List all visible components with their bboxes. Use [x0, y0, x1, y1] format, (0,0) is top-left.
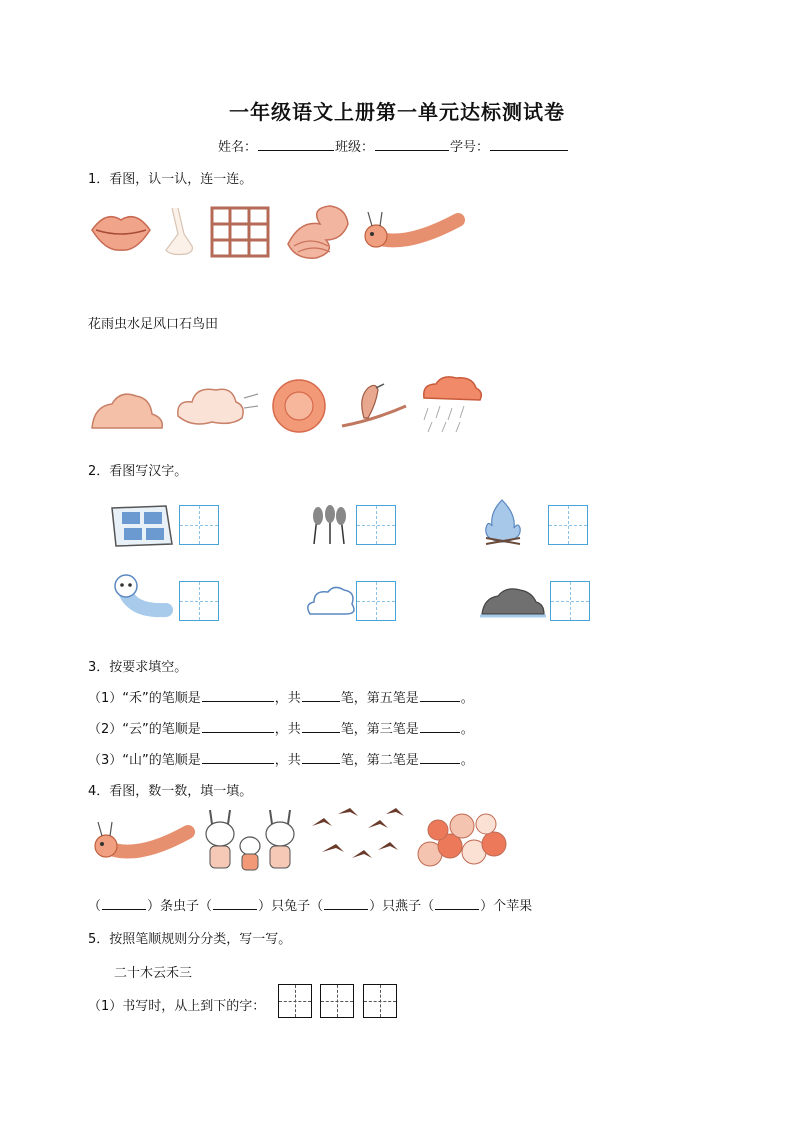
lips-picture [90, 208, 152, 254]
stroke-order-blank[interactable] [202, 719, 274, 733]
question-3-item-3: （3）“山”的笔顺是 ，共 笔，第二笔是 。 [88, 749, 474, 768]
question-4-answer-line: （ ）条虫子（ ）只兔子（ ）只燕子（ ）个苹果 [88, 895, 532, 914]
swallows-picture [308, 808, 406, 874]
count-blank-rabbits[interactable] [213, 896, 257, 910]
stroke-count-blank[interactable] [302, 719, 340, 733]
question-5-characters: 二十木云禾三 [114, 966, 193, 981]
worm-picture [110, 572, 172, 620]
question-5-text: 5．按照笔顺规则分分类，写一写。 [88, 932, 292, 947]
answer-grid-5[interactable] [356, 581, 396, 621]
cloud-picture [304, 584, 356, 620]
stroke-count-blank[interactable] [302, 688, 340, 702]
stroke-nth-blank[interactable] [420, 719, 460, 733]
answer-grid-1[interactable] [179, 505, 219, 545]
answer-grid-top-to-bottom-1[interactable] [278, 984, 312, 1018]
name-blank[interactable] [258, 137, 334, 151]
name-label: 姓名： [218, 140, 258, 155]
id-blank[interactable] [490, 137, 568, 151]
page-title: 一年级语文上册第一单元达标测试卷 [229, 100, 565, 124]
class-blank[interactable] [375, 137, 449, 151]
caterpillar-picture [362, 206, 466, 258]
field-picture [108, 502, 174, 548]
count-blank-worms[interactable] [102, 896, 146, 910]
answer-grid-4[interactable] [179, 581, 219, 621]
student-info-line [218, 136, 569, 155]
question-3-item-2: （2）“云”的笔顺是 ，共 笔，第三笔是 。 [88, 718, 474, 737]
fire-picture [482, 498, 524, 548]
answer-grid-2[interactable] [356, 505, 396, 545]
wind-picture [172, 380, 260, 432]
rice-picture [304, 502, 354, 546]
question-2-text: 2．看图写汉字。 [88, 464, 188, 479]
foot-picture [158, 206, 200, 258]
rabbits-picture [200, 808, 300, 874]
water-picture [280, 200, 354, 262]
class-label: 班级： [335, 140, 375, 155]
caterpillar-count-picture [90, 818, 196, 868]
bird-picture [338, 376, 410, 434]
question-4-text: 4．看图，数一数，填一填。 [88, 784, 253, 799]
stone-picture [88, 384, 166, 432]
question-1-text: 1．看图，认一认，连一连。 [88, 172, 253, 187]
rain-picture [418, 374, 484, 436]
question-5-sub-1: （1）书写时，从上到下的字： [88, 999, 266, 1014]
id-label: 学号： [450, 140, 490, 155]
question-1-characters: 花雨虫水足风口石鸟田 [88, 317, 219, 332]
answer-grid-6[interactable] [550, 581, 590, 621]
field-grid-picture [208, 204, 272, 260]
stroke-count-blank[interactable] [302, 750, 340, 764]
question-3-item-1: （1）“禾”的笔顺是 ，共 笔，第五笔是 。 [88, 687, 474, 706]
count-blank-apples[interactable] [435, 896, 479, 910]
stroke-order-blank[interactable] [202, 688, 274, 702]
apples-picture [414, 810, 510, 872]
answer-grid-top-to-bottom-3[interactable] [363, 984, 397, 1018]
count-blank-swallows[interactable] [324, 896, 368, 910]
stroke-nth-blank[interactable] [420, 750, 460, 764]
stroke-nth-blank[interactable] [420, 688, 460, 702]
flower-picture [268, 376, 330, 436]
answer-grid-3[interactable] [548, 505, 588, 545]
answer-grid-top-to-bottom-2[interactable] [320, 984, 354, 1018]
question-3-text: 3．按要求填空。 [88, 660, 188, 675]
rock-picture [480, 584, 546, 618]
stroke-order-blank[interactable] [202, 750, 274, 764]
